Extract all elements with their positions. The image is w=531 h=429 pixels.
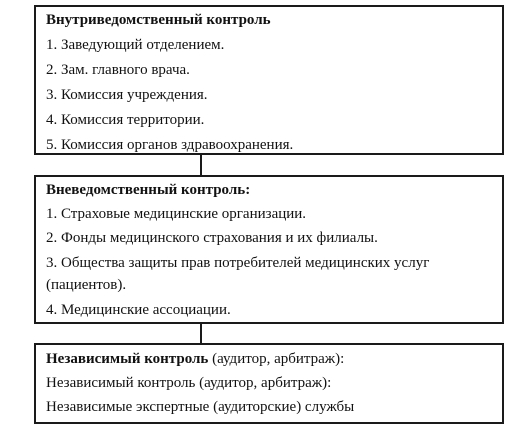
connector-line bbox=[200, 155, 202, 175]
internal-control-item: 1. Заведующий отделением. bbox=[46, 37, 225, 53]
internal-control-item: 4. Комиссия территории. bbox=[46, 112, 205, 128]
internal-control-title: Внутриведомственный контроль bbox=[46, 12, 271, 28]
internal-control-item: 2. Зам. главного врача. bbox=[46, 62, 190, 78]
independent-control-item: Независимые экспертные (аудиторские) службы bbox=[46, 399, 355, 415]
internal-control-item: 3. Комиссия учреждения. bbox=[46, 87, 208, 103]
independent-control-title-bold: Независимый контроль bbox=[46, 351, 209, 367]
external-control-title: Вневедомственный контроль: bbox=[46, 182, 251, 198]
connector-line bbox=[200, 324, 202, 343]
independent-control-title-rest: (аудитор, арбитраж): bbox=[208, 351, 345, 367]
independent-control-title bbox=[46, 349, 502, 369]
independent-control-item: Независимый контроль (аудитор, арбитраж): bbox=[46, 375, 332, 391]
external-control-box bbox=[34, 175, 504, 324]
internal-control-box bbox=[34, 5, 504, 155]
internal-control-item: 5. Комиссия органов здравоохранения. bbox=[46, 137, 294, 153]
external-control-item: 1. Страховые медицинские организации. bbox=[46, 206, 307, 222]
external-control-item: 3. Общества защиты прав потребителей медицинских услуг (пациентов). bbox=[46, 255, 430, 293]
external-control-item: 2. Фонды медицинского страхования и их филиалы. bbox=[46, 230, 378, 246]
external-control-item: 4. Медицинские ассоциации. bbox=[46, 302, 231, 318]
independent-control-box bbox=[34, 343, 504, 424]
